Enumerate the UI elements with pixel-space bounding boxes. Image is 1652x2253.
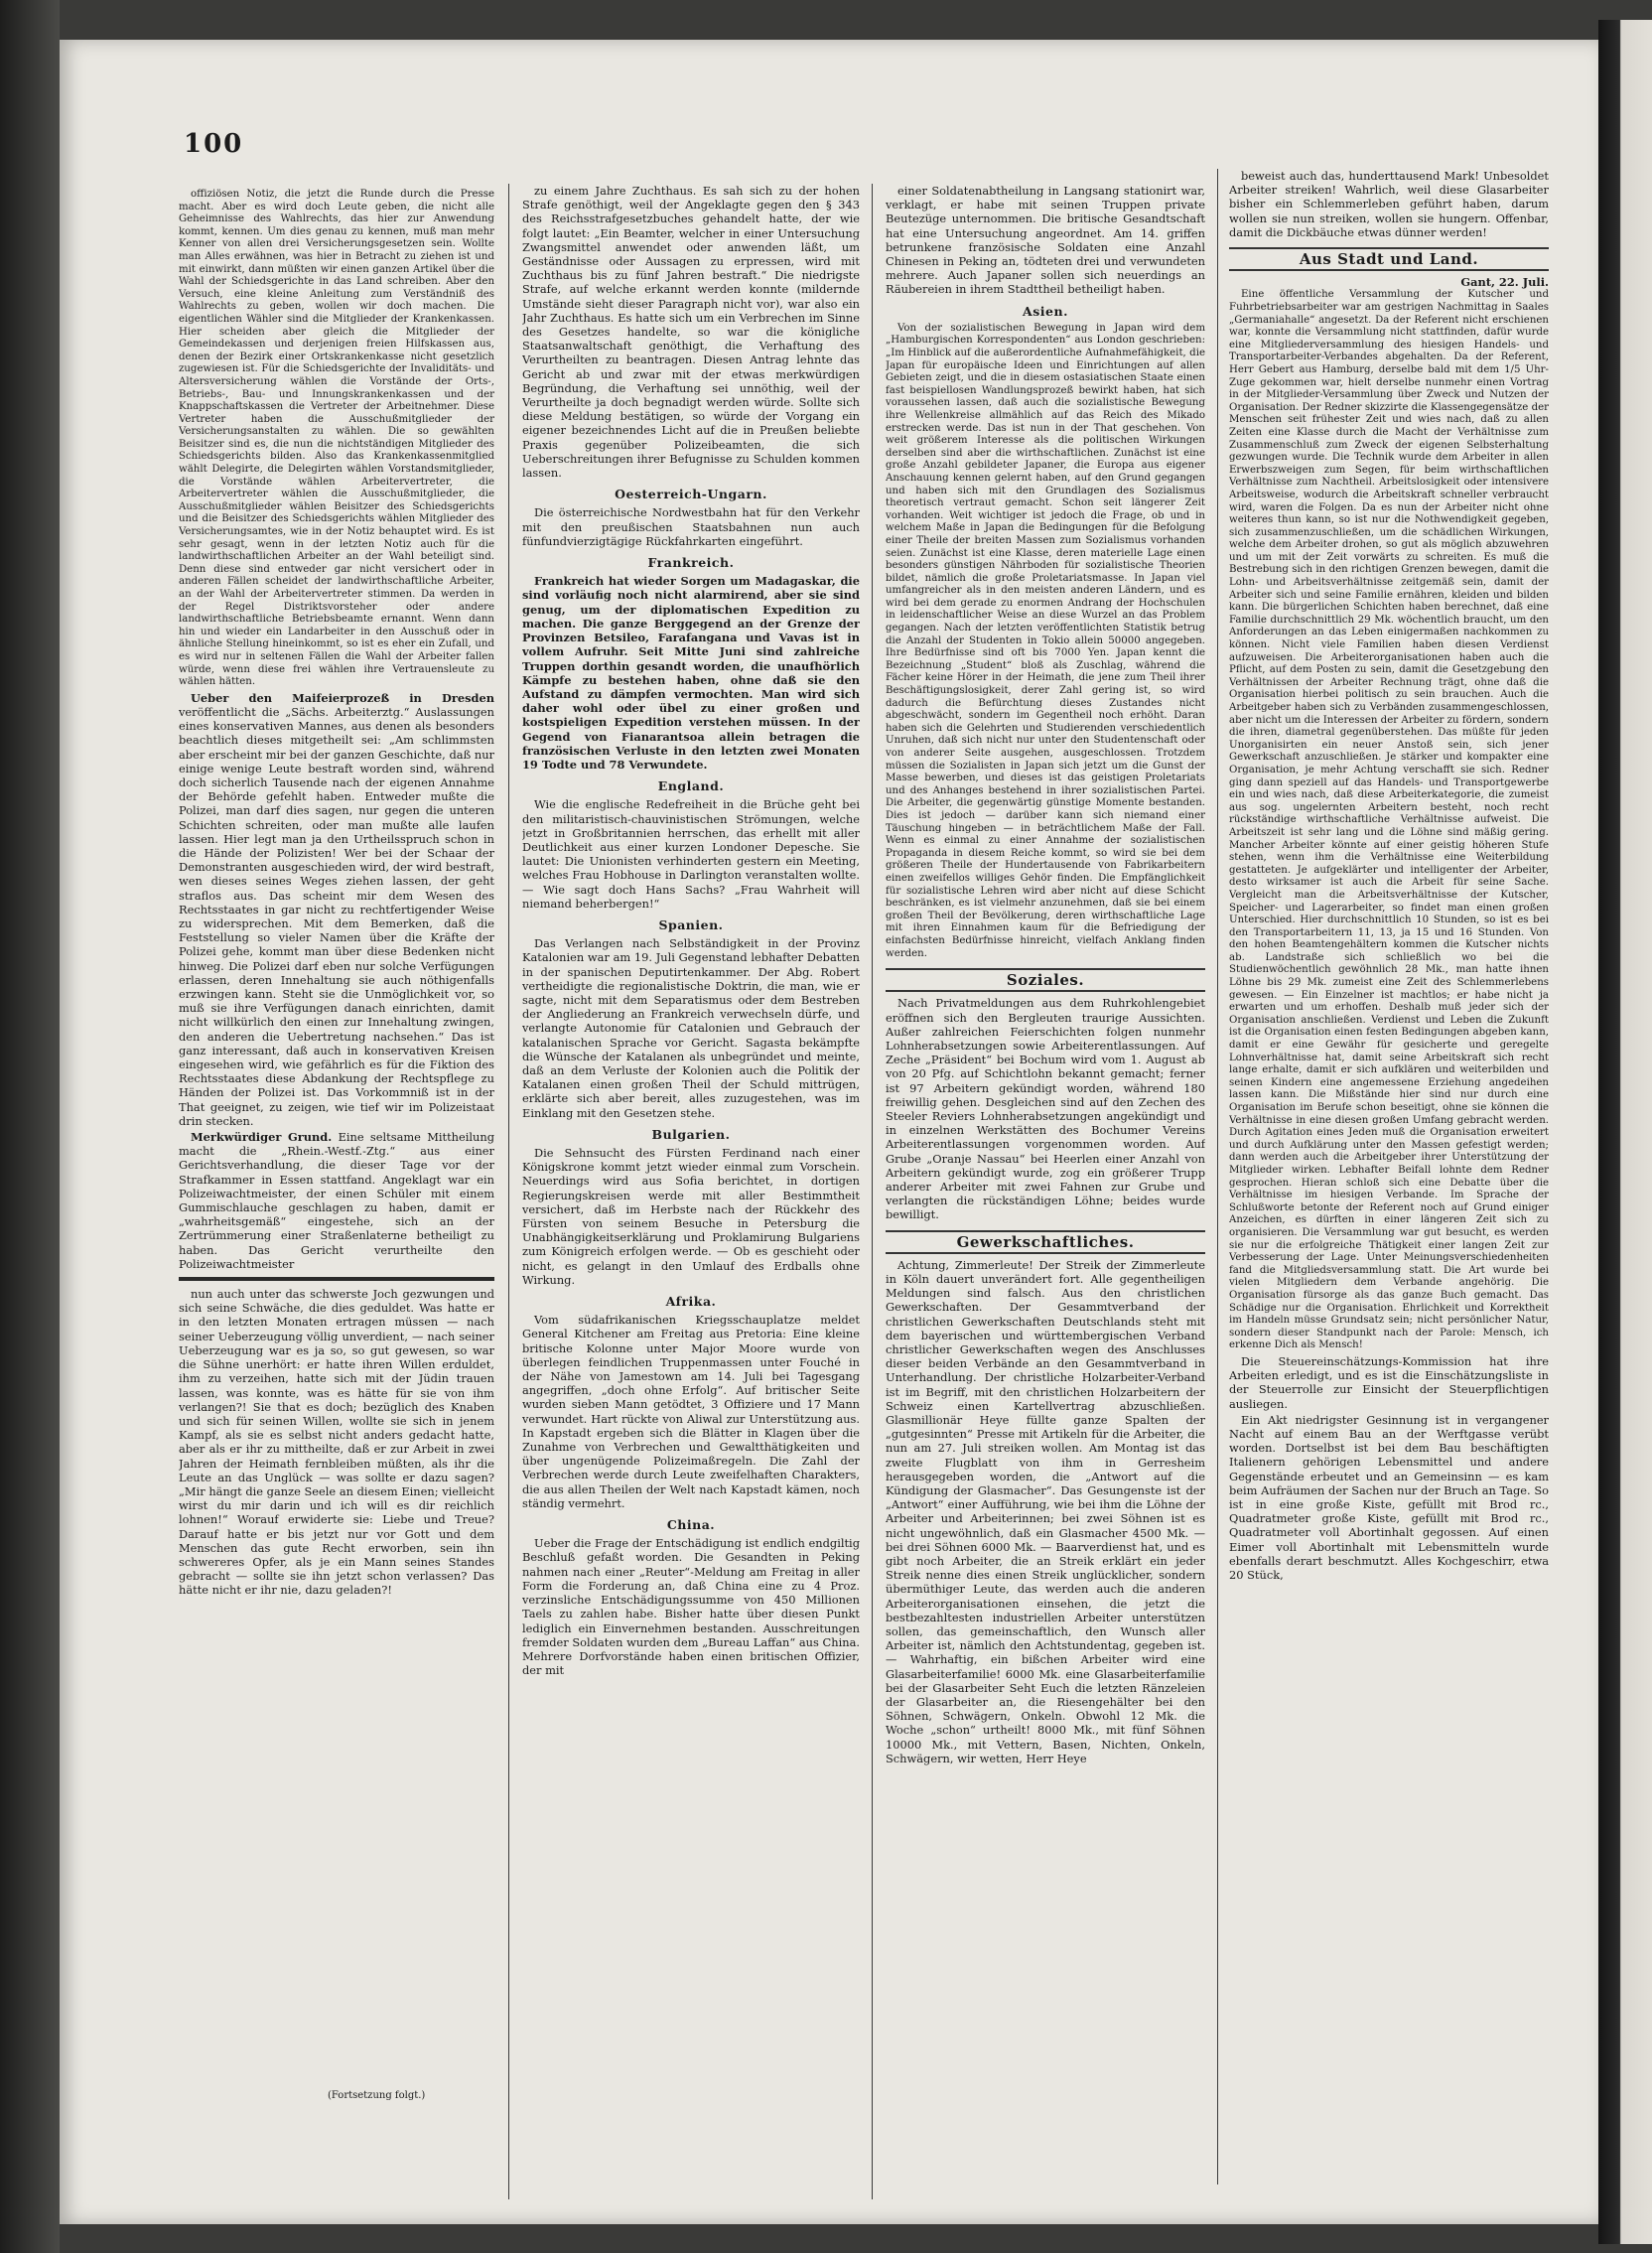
article-text: Von der sozialistischen Bewegung in Japan wird dem „Hamburgischen Korrespondenten“ aus London geschrieben: „Im Hinblick auf die außerordentliche Aufnahmefähigkeit, die Japan für europäische Ideen und Einrichtungen auf allen Gebieten zeigt, und die in diesem ostasiatischen Staate einen fast beispiellosen Wandlungsprozeß bewirkt haben, hat sich voraussehen lassen, daß auch die sozialistische Bewegung ihre Wellenkreise allmählich auf das Reich des Mikado erstrecken werde. Das ist nun in der That geschehen. Von weit größerem Interesse als die politischen Wirkungen derselben sind aber die wirthschaftlichen. Zunächst ist eine große Anzahl gebildeter Japaner, die Europa aus eigener Anschauung kennen gelernt haben, auf den Grund gegangen und haben sich mit den Grundlagen des Sozialismus theoretisch vertraut gemacht. Schon seit längerer Zeit vorhanden. Weit wichtiger ist jedoch die Frage, ob und in welchem Maße in Japan die Bedingungen für die Befolgung einer Theile der breiten Massen zum Sozialismus vorhanden seien. Zunächst ist eine Klasse, deren materielle Lage einen besonders günstigen Nährboden für sozialistische Theorien bildet, nämlich die große Proletariatsmasse. In Japan viel umfangreicher als in den meisten anderen Ländern, und es wird bei dem gerade zu enormen Andrang der Hochschulen in leidenschaftlicher Weise an diese Wurzel an das Problem gegangen. Nach der letzten veröffentlichten Statistik betrug die Anzahl der Studenten in Tokio allein 50000 angegeben. Ihre Bedürfnisse sind oft bis 7000 Yen. Japan kennt die Bezeichnung „Student“ bloß als Zuschlag, während die Fächer keine Hörer in der Heimath, die jene zum Theil ihrer Beschäftigungslosigkeit, derer Zahl gering ist, so wird dadurch die Befürchtung dieses Zustandes nicht abgeschwächt, sondern im Gegentheil noch erhöht. Daran haben sich die Gelehrten und Studierenden verschiedentlich Unruhen, daß sich nicht nur unter den Studentenschaft oder von anderer Seite ausgehen, ausgeschlossen. Trotzdem müssen die Sozialisten in Japan sich jetzt um die Gunst der Masse bewerben, und dieses ist das geistigen Proletariats und des Anhanges bestehend in ihrer sozialistischen Partei. Die Arbeiter, die gegenwärtig günstige Momente bestanden. Dies ist jedoch — darüber kann sich niemand einer Täuschung hingeben — in beträchtlichem Maße der Fall. Wenn es einmal zu einer Annahme der sozialistischen Propaganda in diesem Reiche kommt, so wird sie bei dem größeren Theile der Hundertausende von Fabrikarbeitern einen zweifellos williges Gehör finden. Die Empfänglichkeit für sozialistische Lehren wird aber nicht auf diese Schicht beschränken, es ist vielmehr anzunehmen, daß sie bei einem großen Theil der Bevölkerung, deren wirthschaftliche Lage mit ihren Einnahmen kaum für die Befriedigung der einfachsten Bedürfnisse hinreicht, vielfach Anklang finden werden. (886, 322, 1205, 959)
article-text: Das Verlangen nach Selbständigkeit in der Provinz Katalonien war am 19. Juli Gegenstand lebhafter Debatten in der spanischen Deputirtenkammer. Der Abg. Robert vertheidigte die regionalistische Doktrin, die man, wie er sagte, nicht mit dem Separatismus oder dem Bestreben der Angliederung an Frankreich verwechseln dürfe, und verlangte Autonomie für Catalonien und Gebrauch der katalanischen Sprache vor Gericht. Sagasta bekämpfte die Wünsche der Katalanen als unbegründet und meinte, daß an dem Verluste der Kolonien auch die Politik der Katalanen einen großen Theil der Schuld mittrügen, erklärte sich aber bereit, alles zuzugestehen, was im Einklang mit den Gesetzen stehe. (522, 936, 860, 1120)
article-text: Nach Privatmeldungen aus dem Ruhrkohlengebiet eröffnen sich den Bergleuten traurige Aussichten. Außer zahlreichen Feierschichten folgen nunmehr Lohnherabsetzungen sowie Arbeiterentlassungen. Auf Zeche „Präsident“ bei Bochum wird vom 1. August ab von 20 Pfg. auf Schichtlohn bekannt gemacht; ferner ist 97 Arbeitern gekündigt worden, während 180 freiwillig gehen. Desgleichen sind auf den Zechen des Steeler Reviers Lohnherabsetzungen angekündigt und in einzelnen Werkstätten des Bochumer Vereins Arbeiterentlassungen vorgenommen worden. Auf Grube „Oranje Nassau“ bei Heerlen einer Anzahl von Arbeitern gekündigt wurde, zog ein größerer Trupp anderer Arbeiter mit zwei Fahnen zur Grube und verlangten die rückständigen Löhne; beides wurde bewilligt. (886, 996, 1205, 1222)
article-text: Die österreichische Nordwestbahn hat für den Verkehr mit den preußischen Staatsbahnen nun auch fünfundvierzigtägige Rückfahrkarten eingeführt. (522, 505, 860, 548)
dateline: Gant, 22. Juli. (1460, 275, 1549, 290)
article-text: Die Sehnsucht des Fürsten Ferdinand nach einer Königskrone kommt jetzt wieder einmal zum Vorschein. Neuerdings wird aus Sofia berichtet, in dortigen Regierungskreisen werde mit aller Bestimmtheit versichert, daß im Herbste nach der Rückkehr des Fürsten von seinem Besuche in Petersburg die Unabhängigkeitserklärung und Proklamirung Bulgariens zum Königreich erfolgen werde. — Ob es geschieht oder nicht, es gelangt in den Umlauf des Erdballs ohne Wirkung. (522, 1146, 860, 1287)
article-text: Achtung, Zimmerleute! Der Streik der Zimmerleute in Köln dauert unverändert fort. Alle gegentheiligen Meldungen sind falsch. Aus den christlichen Gewerkschaften. Der Gesammtverband der christlichen Gewerkschaften Deutschlands steht mit dem bayerischen und württembergischen Verband christlicher Gewerkschaften wegen des Anschlusses dieser beiden Verbände an den Gesammtverband in Unterhandlung. Der christliche Holzarbeiter-Verband ist im Begriff, mit den christlichen Holzarbeitern der Schweiz einen Kartellvertrag abzuschließen. Glasmillionär Heye füllte ganze Spalten der „gutgesinnten“ Presse mit Artikeln für die Arbeiter, die nun am 27. Juli streiken wollen. Am Montag ist das zweite Flugblatt von ihm in Gerresheim herausgegeben worden, die „Antwort auf die Kündigung der Glasmacher“. Das Gesungenste ist der „Antwort“ einer Aufführung, wie bei ihm die Löhne der Arbeiter und Arbeiterinnen; bei zwei Söhnen ist es nicht ungewöhnlich, daß ein Glasmacher 4500 Mk. — bei drei Söhnen 6000 Mk. — Baarverdienst hat, und es gibt noch Arbeiter, die an Streik erklärt ein jeder Streik nenne dies einen Streik unglücklicher, sondern übermüthiger Leute, das werden auch die anderen Arbeiterorganisationen einsehen, die jetzt die bestbezahltesten industriellen Arbeiter unterstützen sollen, das gemeinschaftlich, den Wunsch aller Arbeiter ist, nämlich den Achtstundentag, gegeben ist. — Wahrhaftig, ein bißchen Arbeiter wird eine Glasarbeiterfamilie! 6000 Mk. eine Glasarbeiterfamilie bei der Glasarbeiter Seht Euch die letzten Ränzeleien der Glasarbeiter an, die Riesengehälter bei den Söhnen, Schwägern, Onkeln. Obwohl 12 Mk. die Woche „schon“ urtheilt! 8000 Mk., mit fünf Söhnen 10000 Mk., mit Vettern, Basen, Nichten, Onkeln, Schwägern, wir wetten, Herr Heye (886, 1257, 1205, 1765)
section-heading: Bulgarien. (651, 1126, 731, 1142)
column-1 (179, 189, 494, 2204)
section-heading: England. (657, 778, 725, 794)
article-text: zu einem Jahre Zuchthaus. Es sah sich zu der hohen Strafe genöthigt, weil der Angeklagte gegen den § 343 des Reichsstrafgesetzbuches gehandelt hatte, der wie folgt lautet: „Ein Beamter, welcher in einer Untersuchung Zwangsmittel anwendet oder anwenden läßt, um Geständnisse oder Aussagen zu erpressen, wird mit Zuchthaus bis zu fünf Jahren bestraft.“ Die niedrigste Strafe, auf welche erkannt werden konnte (mildernde Umstände sieht dieser Paragraph nicht vor), war also ein Jahr Zuchthaus. Es hatte sich um ein Verbrechen im Sinne des Gesetzes handelte, so war die königliche Staatsanwaltschaft genöthigt, die Verhaftung des Verurtheilten zu beantragen. Diesen Antrag lehnte das Gericht ab und zwar mit der etwas merkwürdigen Begründung, die Verhaftung sei unnöthig, weil der Verurtheilte ja doch begnadigt werden würde. Sollte sich diese Meldung bestätigen, so würde der Vorgang ein eigener bezeichnendes Licht auf die in Preußen beliebte Praxis gegenüber Polizeibeamten, die sich Ueberschreitungen ihrer Befugnisse zu Schulden kommen lassen. (522, 184, 860, 481)
section-heading: Frankreich. (647, 555, 735, 571)
article-text: Ueber die Frage der Entschädigung ist endlich endgiltig Beschluß gefaßt worden. Die Gesandten in Peking nahmen nach einer „Reuter“-Meldung am Freitag in aller Form die Forderung an, daß China eine zu 4 Proz. verzinsliche Entschädigungssumme von 450 Millionen Taels zu zahlen habe. Bisher hatte über diesen Punkt lediglich ein Einvernehmen bestanden. Ausschreitungen fremder Soldaten wurden dem „Bureau Laffan“ aus China. Mehrere Dorfvorstände haben einen britischen Offizier, der mit (522, 1536, 860, 1678)
column-rule (872, 184, 873, 2199)
section-heading: Gewerkschaftliches. (886, 1230, 1205, 1254)
article-text: beweist auch das, hunderttausend Mark! Unbesoldet Arbeiter streiken! Wahrlich, weil diese Glasarbeiter bisher ein Schlemmerleben geführt haben, darum wollen sie nun streiken, wollen sie hungern. Offenbar, damit die Dickbäuche etwas dünner werden! (1229, 169, 1549, 239)
article-text: Wie die englische Redefreiheit in die Brüche geht bei den militaristisch-chauvinistischen Strömungen, welche jetzt in Großbritannien herrschen, das erhellt mit aller Deutlichkeit aus einer kurzen Londoner Depesche. Sie lautet: Die Unionisten verhinderten gestern ein Meeting, welches Frau Hobhouse in Darlington veranstalten wollte. — Wie sagt doch Hans Sachs? „Frau Wahrheit will niemand beherbergen!“ (522, 797, 860, 911)
article-heading: Merkwürdiger Grund. (191, 1130, 333, 1145)
section-heading: Oesterreich-Ungarn. (615, 487, 767, 502)
article-text: Eine öffentliche Versammlung der Kutscher und Fuhrbetriebsarbeiter war am gestrigen Nachmittag in Saales „Germaniahalle“ angesetzt. Da der Referent nicht erschienen war, konnte die Versammlung nicht stattfinden, dafür wurde eine Mitgliederversammlung des hiesigen Handels- und Transportarbeiter-Verbandes abgehalten. Da der Referent, Herr Gebert aus Hamburg, derselbe bald mit dem 1/5 Uhr-Zuge gekommen war, hielt derselbe nunmehr einen Vortrag in der Mitglieder-Versammlung über Zweck und Nutzen der Organisation. Der Redner skizzirte die Klassengegensätze der Menschen seit frühester Zeit und wies nach, daß zu allen Zeiten eine Klasse durch die Macht der Verhältnisse zum Zusammenschluß zum Zweck der eigenen Selbsterhaltung gezwungen wurde. Die Technik wurde dem Arbeiter in allen Erwerbszweigen zum Segen, für beim wirthschaftlichen Verhältnisse zum Nachtheil. Arbeitslosigkeit oder intensivere Arbeitsweise, wodurch die Arbeitskraft schneller verbraucht wird, waren die Folgen. Da es nun der Arbeiter nicht ohne weiteres thun kann, so ist nur die Nothwendigkeit gegeben, sich zusammenzuschließen, um die schädlichen Wirkungen, welche dem Arbeiter drohen, so gut als möglich abzuwehren und um mit der Zeit vorwärts zu schreiten. Es muß die Bestrebung sich in den richtigen Grenzen bewegen, damit die Lohn- und Arbeitsverhältnisse zeitgemäß sein, damit der Arbeiter sich und seine Familie ernähren, kleiden und bilden kann. Die bürgerlichen Schichten haben berechnet, daß eine Familie durchschnittlich 29 Mk. wöchentlich braucht, um den Anforderungen an das Leben einigermaßen nachkommen zu können. Nicht viele Familien haben diesen Verdienst aufzuweisen. Die Arbeiterorganisationen haben auch die Pflicht, auf dem Posten zu sein, damit die Gesetzgebung den Verhältnissen der Arbeiter Rechnung trägt, ohne daß die Organisation hierbei politisch zu sein brauchen. Auch die Arbeitgeber haben sich zu Verbänden zusammengeschlossen, aber nicht um die Interessen der Arbeiter zu fördern, sondern die ihren, diametral gegenüberstehen. Das müßte für jeden Unorganisirten ein neuer Anstoß sein, sich jener Gewerkschaft anzuschließen. Je stärker und kompakter eine Organisation, je mehr Achtung verschafft sie sich. Redner ging dann speziell auf das Handels- und Transportgewerbe ein und wies nach, daß diese Arbeiterkategorie, die zumeist aus sog. ungelernten Arbeitern besteht, noch recht rückständige wirthschaftliche Verhältnisse aufweist. Die Arbeitszeit ist sehr lang und die Löhne sind mäßig gering. Mancher Arbeiter könnte auf einer geistig höheren Stufe stehen, wenn ihm die Verhältnisse eine Weiterbildung gestatteten. Je aufgeklärter und intelligenter der Arbeiter, desto wirksamer ist auch die Arbeit für seine Sache. Vergleicht man die Arbeitsverhältnisse der Kutscher, Speicher- und Lagerarbeiter, so findet man einen großen Unterschied. Hier durchschnittlich 10 Stunden, so ist es bei den Transportarbeitern 11, 13, ja 15 und 16 Stunden. Von den hohen Beamtengehältern kommen die Kutscher nichts ab. Landstraße sich schließlich wo bei die Studienwöchentlich gewöhnlich 28 Mk., man hatte ihnen Löhne bis 29 Mk. zumeist eine Zeit des Schlemmerlebens gewesen. — Ein Einzelner ist machtlos; er habe nicht ja erwarten und um erhoffen. Deshalb muß jeder sich der Organisation anschließen. Verdienst und Leben die Zukunft ist die Organisation einen festen Bedingungen abgeben kann, damit er eine Gewähr für gesicherte und geregelte Lohnverhältnisse hat, damit seine Arbeitskraft sich recht lange erhalte, damit er sich aufklären und weiterbilden und seinen Kindern eine angemessene Erziehung angedeihen lassen kann. Die Mißstände hier sind nur durch eine Organisation im Berufe schon beseitigt, ohne sie können die Verhältnisse in eine diesen großen Umfang gebracht werden. Durch Agitation eines Jeden muß die Organisation erweitert und durch Aufklärung unter den Massen gefestigt werden; dann werden auch die Arbeitgeber ihrer Unterstützung der Mitglieder wirken. Lebhafter Beifall lohnte dem Redner gesprochen. Hieran schloß sich eine Debatte über die Verhältnisse im hiesigen Verbande. Im Sprache der Schlußworte betonte der Referent noch auf Grund einiger Anzeichen, es dürften in einer längeren Zeit sich zu organisieren. Die Versammlung war gut besucht, es werden sie nur die erfolgreiche Thätigkeit einer langen Zeit zur Verbesserung der Lage. Unter Meinungsverschiedenheiten fand die Mitgliedsversammlung statt. Die Art wurde bei vielen Mitgliedern dem Verbande angehörig. Die Organisation fürsorge als das ganze Buch gemacht. Das Schädige nur die Organisation. Ehrlichkeit und Korrektheit im Handeln müsse Grundsatz sein; nicht persönlicher Natur, sondern dieser Standpunkt nach der Parole: Mensch, ich erkenne Dich als Mensch! (1229, 289, 1549, 1351)
article-text: veröffentlicht die „Sächs. Arbeiterztg.“ Auslassungen eines konservativen Mannes, aus denen als besonders beachtlich dieses mitgetheilt sei: „Am schlimmsten aber erscheint mir bei der ganzen Geschichte, daß nur einige wenige Leute bestraft worden sind, während doch sicherlich Tausende nach der eigenen Annahme der Behörde gefehlt haben. Entweder mußte die Polizei, man darf dies sagen, nur gegen die unteren Schichten schreiten, oder man mußte alle laufen lassen. Hier legt man ja den Urtheilsspruch schon in die Hände der Polizisten! Wer bei der Schaar der Demonstranten ausgeschieden wird, der wird bestraft, wen dieses seines Weges ziehen lassen, der geht straflos aus. Das scheint mir dem Wesen des Rechtsstaates in gar nicht zu rechtfertigender Weise zu widersprechen. Mit dem Bemerken, daß die Feststellung so vieler Namen über die Kräfte der Polizei gehe, kommt man über diese Bedenken nicht hinweg. Die Polizei darf eben nur solche Verfügungen erlassen, deren Innehaltung sie auch nöthigenfalls erzwingen kann. Steht sie die Unmöglichkeit vor, so muß sie ihre Verfügungen danach einrichten, damit nicht willkürlich den einen zur Innehaltung zwingen, den anderen die Uebertretung nachsehen.“ Das ist ganz interessant, daß auch in konservativen Kreisen eingesehen wird, wie gefährlich es für die Fiktion des Rechtsstaates diese Abdankung der Rechtspflege zu Händen der Polizei ist. Das Vorkommniß ist in der That geeignet, zu zeigen, wie tief wir im Polizeistaat drin stecken. (179, 704, 494, 1128)
continuation-note: (Fortsetzung folgt.) (328, 2090, 426, 2101)
article-heading: Ueber den Maifeierprozeß in Dresden (191, 690, 494, 705)
article-text: Die Steuereinschätzungs-Kommission hat ihre Arbeiten erledigt, und es ist die Einschätzungsliste in der Steuerrolle zur Einsicht der Steuerpflichtigen ausliegen. (1229, 1353, 1549, 1411)
section-heading: Asien. (1023, 303, 1068, 319)
book-edge (1598, 20, 1652, 2244)
article-text: offiziösen Notiz, die jetzt die Runde durch die Presse macht. Aber es wird doch Leute geben, die nicht alle Geheimnisse des Wahlrechts, das hier zur Anwendung kommt, kennen. Um dies genau zu kennen, muß man mehr Kenner von allen drei Versicherungsgesetzen sein. Wollte man Alles erwähnen, was hier in Betracht zu ziehen ist und mit einwirkt, dann müßten wir einen ganzen Artikel über die Wahl der Schiedsgerichte in das Land schreiben. Aber den Versuch, eine kleine Anleitung zum Verständniß des Wahlrechts zu geben, wollen wir doch machen. Die eigentlichen Wähler sind die Mitglieder der Krankenkassen. Hier scheiden aber gleich die Mitglieder der Gemeindekassen und derjenigen freien Hilfskassen aus, denen der Bezirk einer Ortskrankenkasse nicht gesetzlich zugewiesen ist. Für die Schiedsgerichte der Invaliditäts- und Altersversicherung wählen die Vorstände der Orts-, Betriebs-, Bau- und Innungskrankenkassen und der Knappschaftskassen die Vertreter der Arbeitnehmer. Diese Vertreter haben die Ausschußmitglieder der Versicherungsanstalten zu wählen. Die so gewählten Beisitzer sind es, die nun die nichtständigen Mitglieder des Schiedsgerichts bilden. Also das Krankenkassenmitglied wählt Delegirte, die Delegirten wählen Vorstandsmitglieder, die Vorstände wählen Arbeitervertreter, die Arbeitervertreter wählen die Ausschußmitglieder, die Ausschußmitglieder wählen Beisitzer des Schiedsgerichts und die Beisitzer des Schiedsgerichts wählen Mitglieder des Versicherungsamtes, wie in der Notiz behauptet wird. Es ist sehr gesagt, wenn in der letzten Notiz auch für die landwirthschaftlichen Arbeiter an der Wahl beteiligt sind. Denn diese sind entweder gar nicht versichert oder in anderen Fällen scheidet der landwirthschaftliche Arbeiter, an der Wahl der Arbeitervertreter stimmen. Da werden in der Regel Distriktsvorsteher oder andere landwirthschaftliche Betriebsbeamte ernannt. Wenn dann hin und wieder ein Landarbeiter in den Ausschuß oder in ähnliche Stellung hineinkommt, so ist es eher ein Zufall, und es wird nur in seltenen Fällen die Wahl der Arbeiter fallen würde, wenn diese frei wählen ihre Vertrauensleute zu wählen hätten. (179, 189, 494, 688)
section-heading: Aus Stadt und Land. (1229, 247, 1549, 271)
section-heading: Soziales. (886, 968, 1205, 992)
column-2 (522, 184, 860, 2209)
section-heading: China. (666, 1517, 716, 1533)
article-text: Ein Akt niedrigster Gesinnung ist in vergangener Nacht auf einem Bau an der Werftgasse verübt worden. Dortselbst ist bei dem Bau beschäftigten Italienern gehörigen Lebensmittel und andere Gegenstände erbeutet und an Gemeinsinn — es kam beim Aufräumen der Sachen nur der Bruch an Tage. So ist in eine große Kiste, gefüllt mit Brod rc., Quadratmeter große Kiste, gefüllt mit Brod rc., Quadratmeter voll Abortinhalt gegossen. Auf einen Eimer voll Abortinhalt mit Lebensmitteln wurde ebenfalls derart beschmutzt. Alles Kochgeschirr, etwa 20 Stück, (1229, 1412, 1549, 1582)
book-gutter (0, 0, 60, 2253)
section-heading: Spanien. (658, 916, 724, 932)
feuilleton-text: nun auch unter das schwerste Joch gezwungen und sich seine Schwäche, die dies geduldet. Was hatte er in den letzten Monaten ertragen müssen — nach seiner Ueberzeugung völlig unverdient, — nach seiner Ueberzeugung war es ja so, so gut gewesen, so war die Sühne unerhört: er hatte ihren Willen erduldet, ihm zu verzeihen, hatte sich mit der Jüdin trauen lassen, was konnte, was es hätte für sie von ihm verlangen?! Sie that es doch; bezüglich des Knaben und sich für seinen Willen, wollte sie sich in jenem Kampf, als sie es selbst nicht anders gedacht hatte, aber als er ihr zu mittheilte, daß er zur Arbeit in zwei Jahren der Heimath fernbleiben müßten, als ihr die Leute an das Unglück — was sollte er dazu sagen? „Mir hängt die ganze Seele an diesem Einen; vielleicht wirst du mir darin und ich will es dir reichlich lohnen!“ Worauf erwiderte sie: Liebe und Treue? Darauf hatte er bis jetzt nur vor Gott und dem Menschen das gute Recht erworben, sein ihn schwereres Opfer, als je ein Mann seines Standes gebracht — sollte sie ihn jetzt schon verlassen? Das hätte nicht er ihr nie, dazu geladen?! (179, 1287, 494, 1598)
article-text: Eine seltsame Mittheilung macht die „Rhein.-Westf.-Ztg.“ aus einer Gerichtsverhandlung, die dieser Tage vor der Strafkammer in Essen stattfand. Angeklagt war ein Polizeiwachtmeister, der einen Schüler mit einem Gummischlauche geschlagen zu haben, damit er „wahrheitsgemäß“ eingestehe, sich an der Zertrümmerung einer Straßenlaterne betheiligt zu haben. Das Gericht verurtheilte den Polizeiwachtmeister (179, 1130, 494, 1271)
section-heading: Afrika. (665, 1294, 717, 1310)
section-divider (179, 1277, 494, 1281)
column-rule (508, 184, 509, 2199)
page-number: 100 (184, 129, 244, 159)
column-rule (1217, 169, 1218, 2184)
column-3 (886, 184, 1205, 2209)
article-text: einer Soldatenabtheilung in Langsang stationirt war, verklagt, er habe mit seinen Truppen private Beutezüge unternommen. Die britische Gesandtschaft hat eine Untersuchung angeordnet. Am 14. griffen betrunkene französische Soldaten eine Anzahl Chinesen in Peking an, tödteten drei und verwundeten mehrere. Auch Japaner sollen sich neuerdings an Räubereien in ihrem Stadttheil betheiligt haben. (886, 184, 1205, 297)
column-4 (1229, 169, 1549, 2204)
article-text: Vom südafrikanischen Kriegsschauplatze meldet General Kitchener am Freitag aus Pretoria: Eine kleine britische Kolonne unter Major Moore wurde von überlegen feindlichen Truppenmassen unter Fouché in der Nähe von Jamestown am 14. Juli bei Tagesgang angegriffen, „doch ohne Erfolg“. Auf britischer Seite wurden sieben Mann getödtet, 3 Offiziere und 17 Mann verwundet. Hart rückte von Aliwal zur Unterstützung aus. In Kapstadt ergeben sich die Blätter in Klagen über die Zunahme von Verbrechen und Gewaltthätigkeiten und über ungenügende Polizeimaßregeln. Die Zahl der Verbrechen werde durch Leute zweifelhaften Charakters, die aus allen Theilen der Welt nach Kapstadt kämen, noch ständig vermehrt. (522, 1313, 860, 1510)
article-text: Frankreich hat wieder Sorgen um Madagaskar, die sind vorläufig noch nicht alarmirend, aber sie sind genug, um der diplomatischen Expedition zu machen. Die ganze Berggegend an der Grenze der Provinzen Betsileo, Farafangana und Vavas ist in vollem Aufruhr. Seit Mitte Juni sind zahlreiche Truppen dorthin gesandt worden, die unaufhörlich Kämpfe zu bestehen haben, ohne daß sie den Aufstand zu dämpfen vermochten. Man wird sich daher wohl oder übel zu einer großen und kostspieligen Expedition verstehen müssen. In der Gegend von Fianarantsoa allein betragen die französischen Verluste in den letzten zwei Monaten 19 Todte und 78 Verwundete. (522, 574, 860, 772)
